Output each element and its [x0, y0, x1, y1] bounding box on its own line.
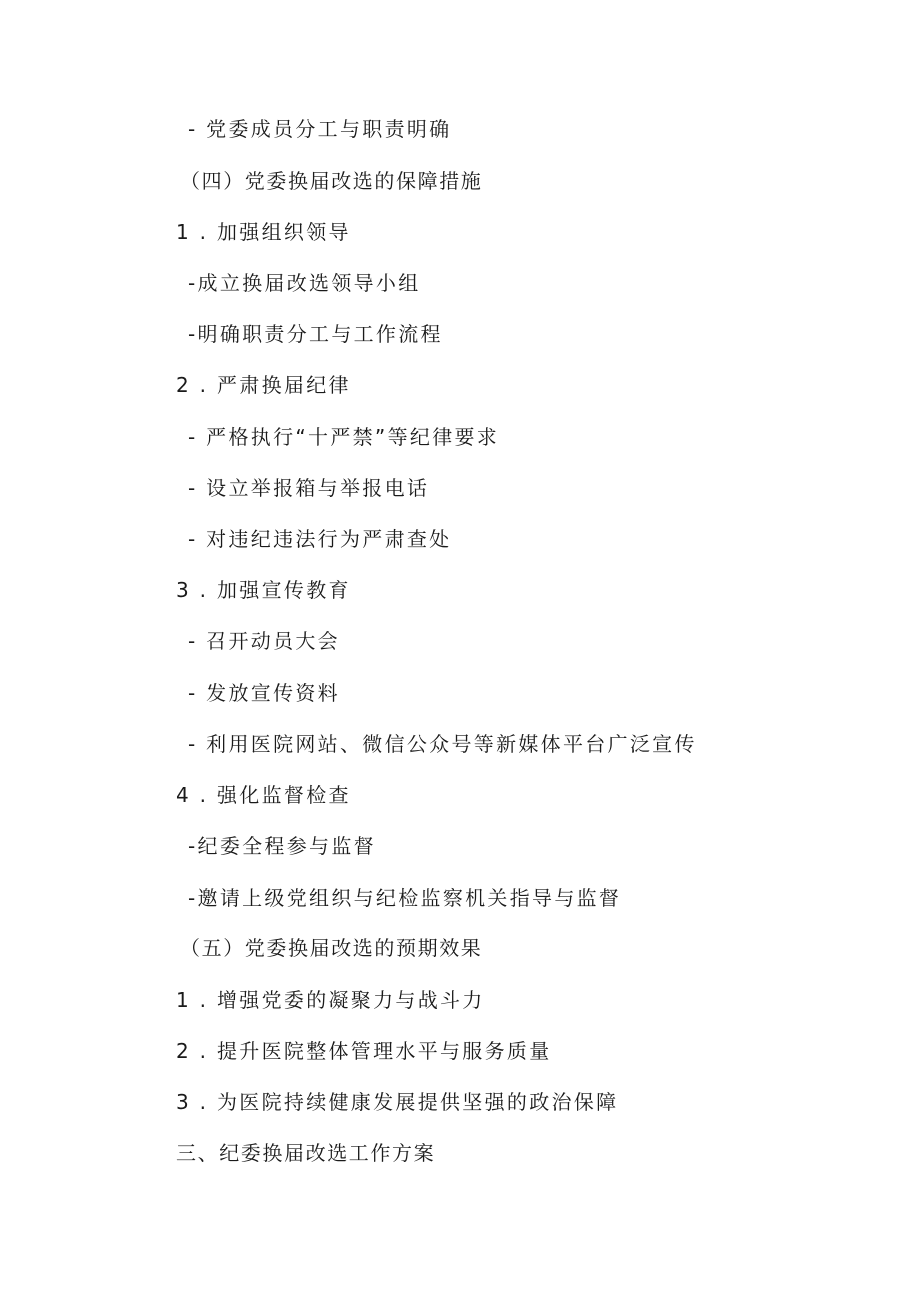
list-item: - 设立举报箱与举报电话 [188, 476, 430, 500]
numbered-item: 2 . 提升医院整体管理水平与服务质量 [176, 1039, 552, 1063]
chapter-heading: 三、纪委换届改选工作方案 [176, 1141, 436, 1165]
numbered-heading: 3 . 加强宣传教育 [176, 578, 351, 602]
section-heading: （四）党委换届改选的保障措施 [180, 169, 483, 193]
list-item: - 党委成员分工与职责明确 [188, 117, 452, 141]
list-item: -纪委全程参与监督 [188, 834, 376, 858]
numbered-item: 1 . 增强党委的凝聚力与战斗力 [176, 988, 485, 1012]
numbered-heading: 1 . 加强组织领导 [176, 220, 351, 244]
list-item: - 发放宣传资料 [188, 681, 340, 705]
numbered-heading: 2 . 严肃换届纪律 [176, 373, 351, 397]
list-item: -邀请上级党组织与纪检监察机关指导与监督 [188, 886, 622, 910]
list-item: - 利用医院网站、微信公众号等新媒体平台广泛宣传 [188, 732, 697, 756]
numbered-heading: 4 . 强化监督检查 [176, 783, 351, 807]
list-item: -明确职责分工与工作流程 [188, 322, 443, 346]
numbered-item: 3 . 为医院持续健康发展提供坚强的政治保障 [176, 1090, 619, 1114]
list-item: - 召开动员大会 [188, 629, 340, 653]
list-item: - 对违纪违法行为严肃查处 [188, 527, 452, 551]
section-heading: （五）党委换届改选的预期效果 [180, 936, 483, 960]
list-item: - 严格执行“十严禁”等纪律要求 [188, 425, 500, 449]
list-item: -成立换届改选领导小组 [188, 271, 421, 295]
